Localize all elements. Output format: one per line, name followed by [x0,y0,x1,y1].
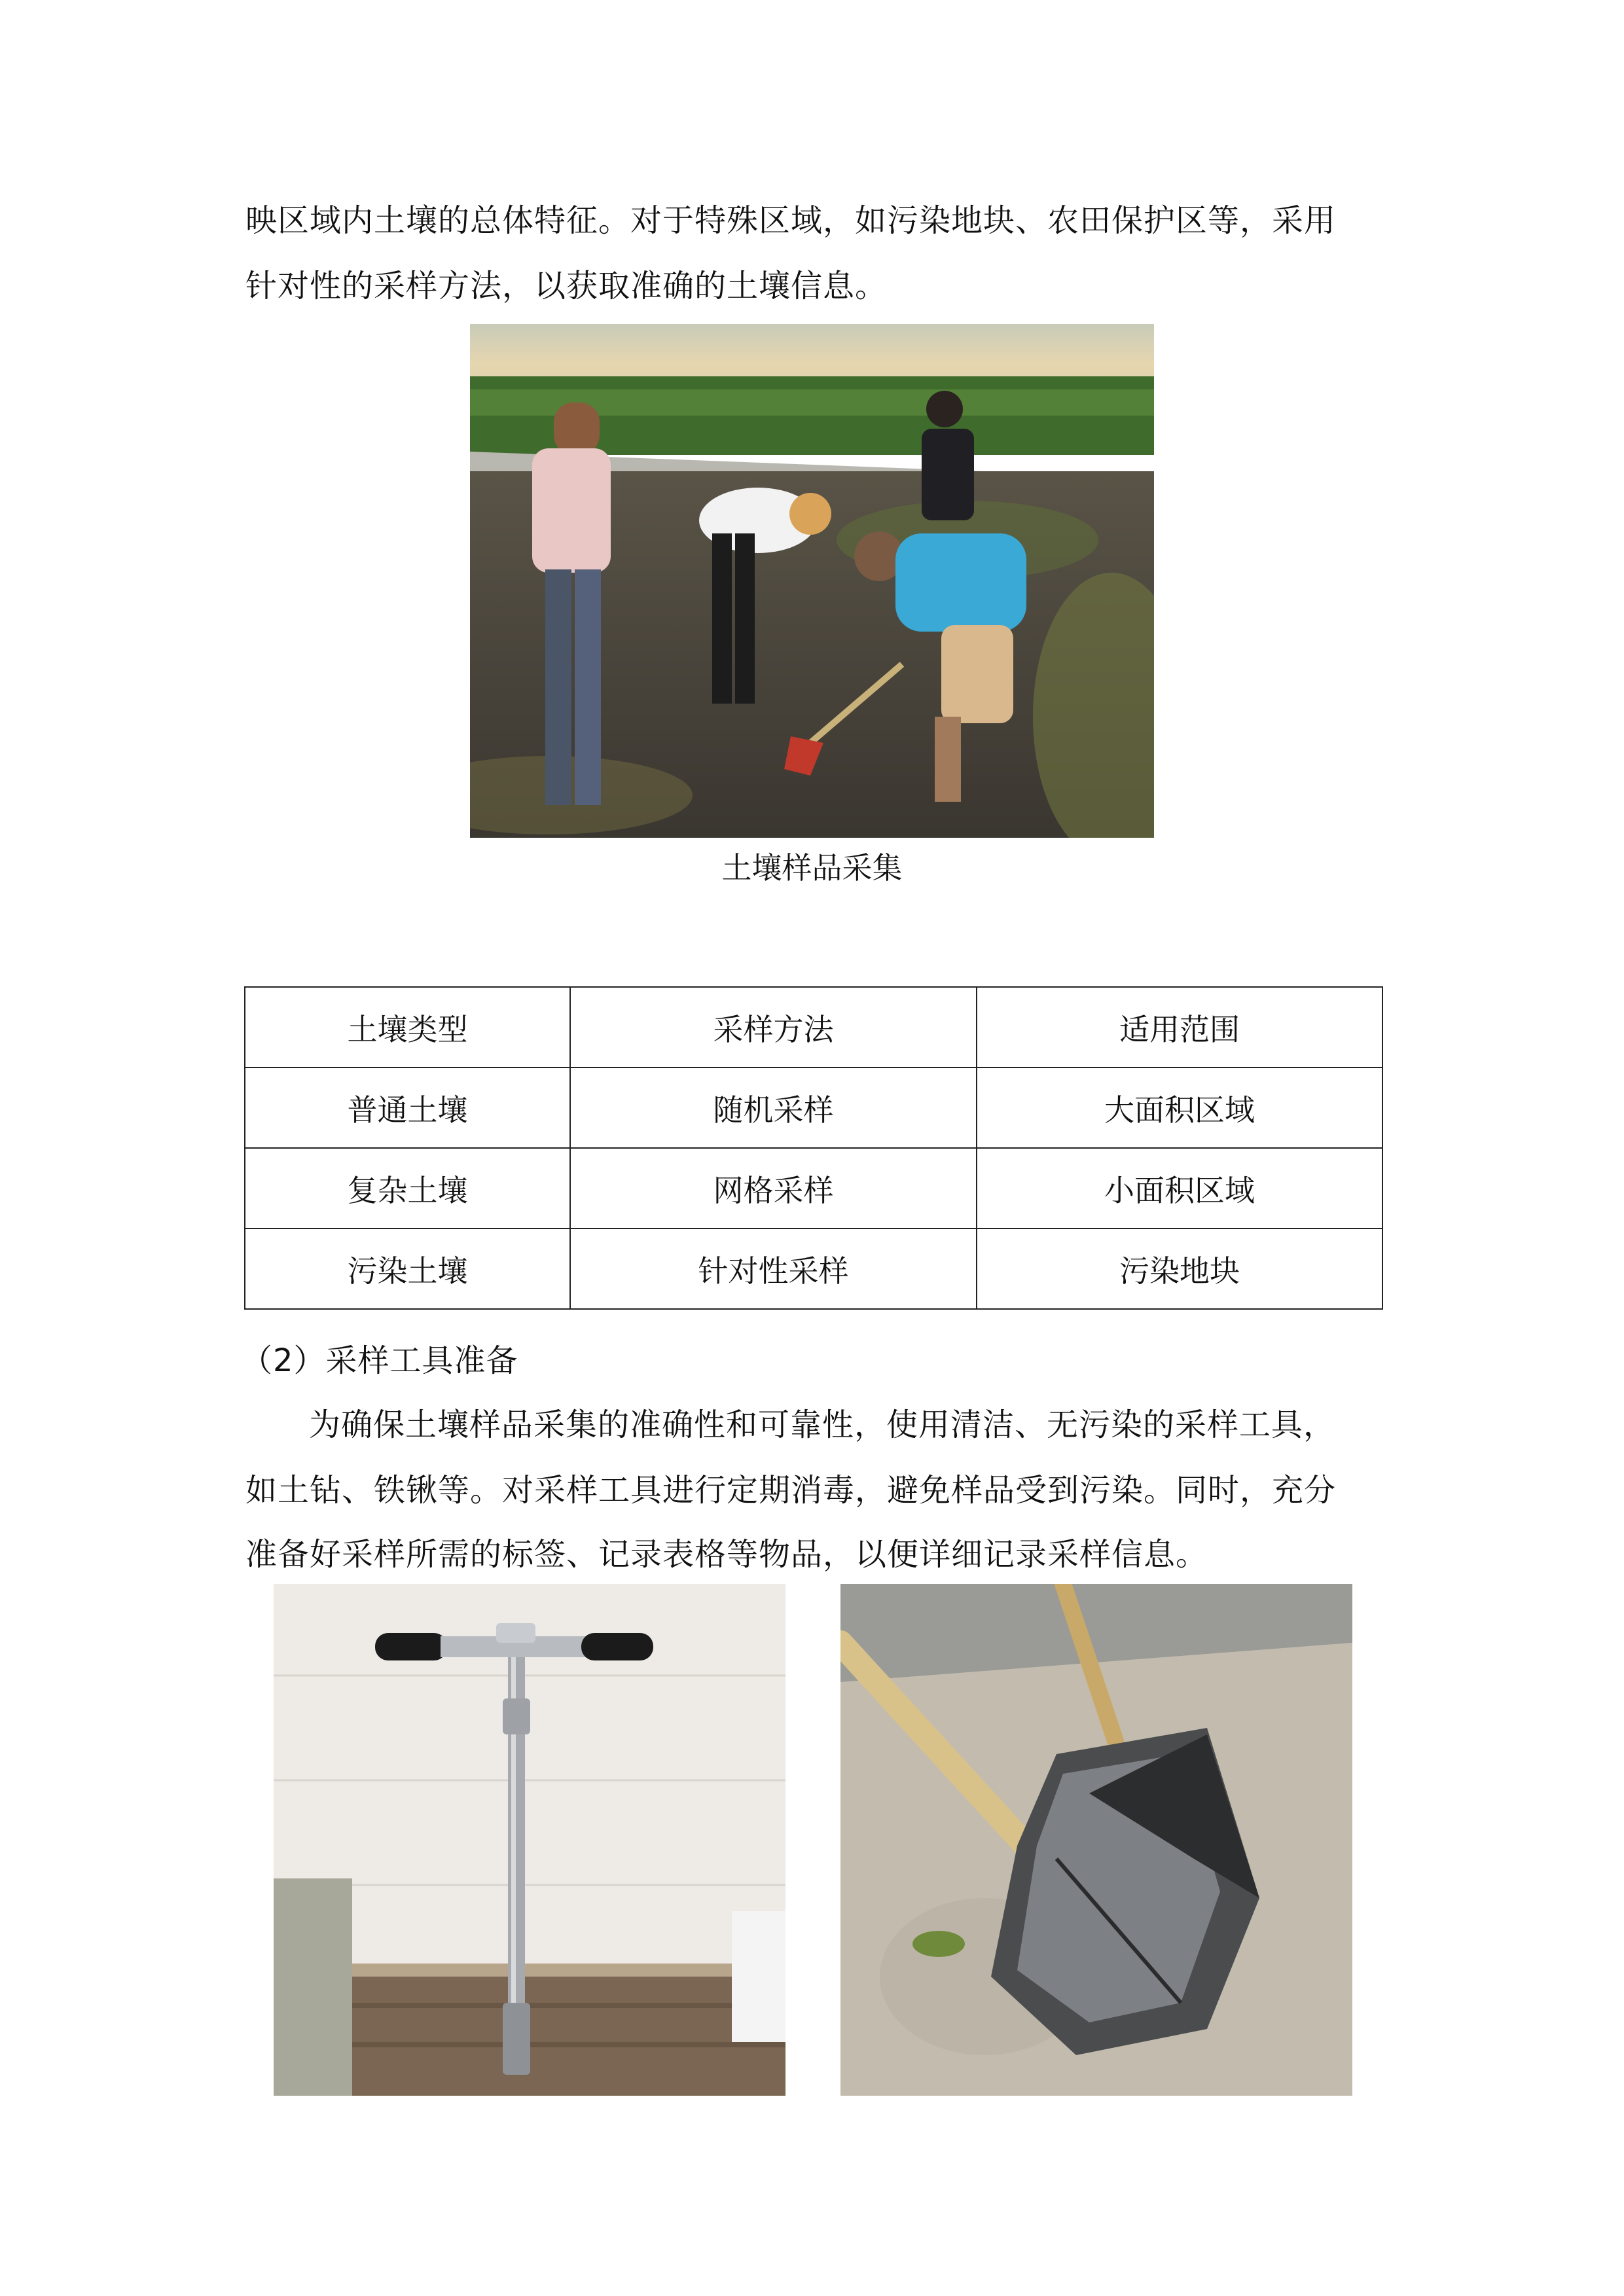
table-header-cell: 采样方法 [570,987,977,1067]
table-row [245,1067,1382,1148]
table-row [245,1229,1382,1309]
section-para-line-2: 如土钻、铁锹等。对采样工具进行定期消毒，避免样品受到污染。同时，充分 [245,1472,1337,1509]
table-cell: 污染地块 [977,1229,1382,1309]
table-cell: 针对性采样 [570,1229,977,1309]
soil-auger-photo [274,1584,785,2096]
table-cell: 网格采样 [570,1148,977,1229]
section-para-line-1: 为确保土壤样品采集的准确性和可靠性，使用清洁、无污染的采样工具， [309,1407,1336,1443]
table-cell: 随机采样 [570,1067,977,1148]
table-cell: 小面积区域 [977,1148,1382,1229]
table-header-row [245,987,1382,1067]
table-row [245,1148,1382,1229]
intro-line-1: 映区域内土壤的总体特征。对于特殊区域，如污染地块、农田保护区等，采用 [245,202,1337,239]
table-cell: 大面积区域 [977,1067,1382,1148]
table-cell: 复杂土壤 [245,1148,570,1229]
figure-caption: 土壤样品采集 [721,850,903,886]
table-header-cell: 土壤类型 [245,987,570,1067]
table-header-cell: 适用范围 [977,987,1382,1067]
shovel-photo [840,1584,1352,2096]
table-cell: 普通土壤 [245,1067,570,1148]
section-para-line-3: 准备好采样所需的标签、记录表格等物品，以便详细记录采样信息。 [245,1536,1208,1573]
section-heading: （2）采样工具准备 [241,1342,518,1379]
intro-line-2: 针对性的采样方法，以获取准确的土壤信息。 [245,268,888,304]
soil-sampling-table [244,986,1383,1310]
table-cell: 污染土壤 [245,1229,570,1309]
soil-sampling-photo [470,324,1154,838]
